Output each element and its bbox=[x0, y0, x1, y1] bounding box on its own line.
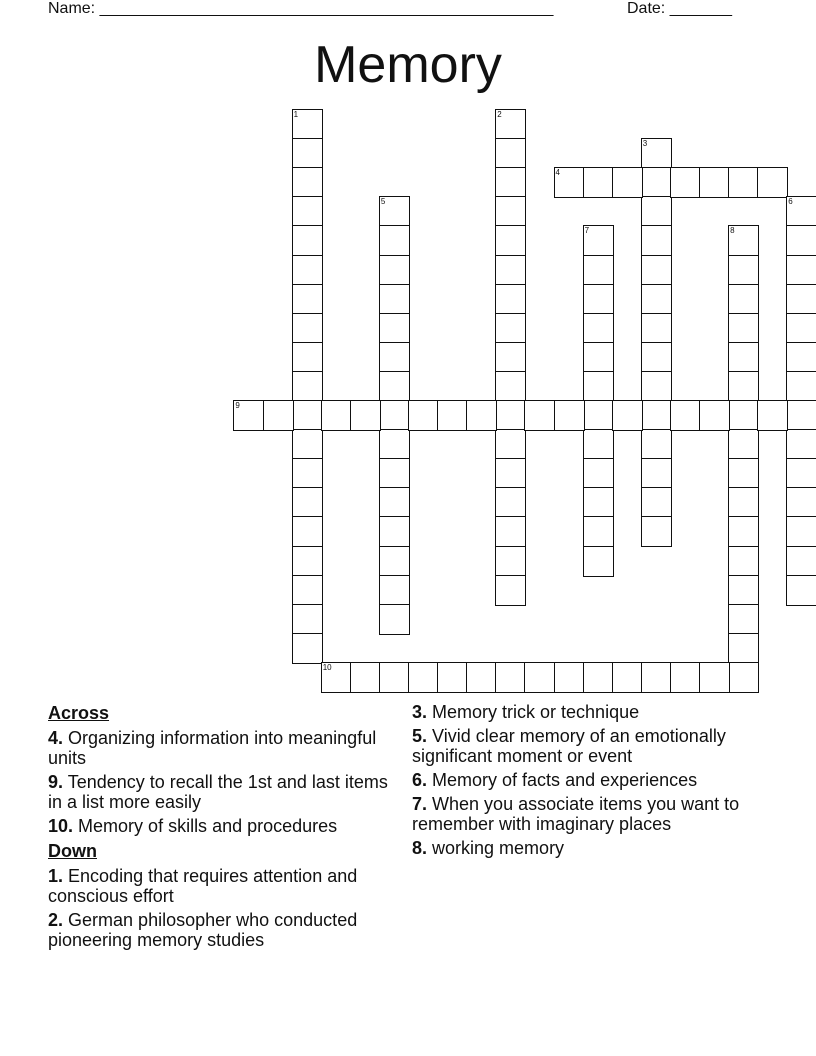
crossword-cell[interactable] bbox=[292, 516, 323, 547]
crossword-cell[interactable] bbox=[379, 429, 410, 460]
crossword-cell[interactable] bbox=[728, 371, 759, 402]
crossword-cell[interactable] bbox=[495, 255, 526, 286]
crossword-cell[interactable] bbox=[583, 458, 614, 489]
crossword-cell[interactable] bbox=[379, 575, 410, 606]
crossword-cell[interactable] bbox=[641, 255, 672, 286]
crossword-cell[interactable] bbox=[728, 342, 759, 373]
clue-down-2 bbox=[48, 910, 403, 950]
crossword-cell[interactable] bbox=[292, 400, 323, 431]
crossword-cell[interactable] bbox=[495, 138, 526, 169]
crossword-cell[interactable] bbox=[641, 458, 672, 489]
crossword-cell[interactable] bbox=[292, 313, 323, 344]
clue-number: 8. bbox=[412, 838, 428, 858]
clue-number-label: 2 bbox=[497, 110, 502, 119]
crossword-cell[interactable] bbox=[728, 313, 759, 344]
crossword-cell[interactable] bbox=[641, 662, 672, 693]
crossword-cell[interactable] bbox=[292, 284, 323, 315]
crossword-cell[interactable] bbox=[786, 546, 816, 577]
crossword-cell[interactable] bbox=[786, 255, 816, 286]
crossword-cell[interactable] bbox=[408, 662, 439, 693]
crossword-cell[interactable] bbox=[612, 662, 643, 693]
crossword-cell[interactable] bbox=[699, 662, 730, 693]
crossword-cell[interactable] bbox=[612, 400, 643, 431]
crossword-cell[interactable] bbox=[699, 400, 730, 431]
crossword-cell[interactable] bbox=[263, 400, 294, 431]
page-title: Memory bbox=[314, 36, 502, 94]
clue-down-3 bbox=[412, 702, 772, 722]
crossword-cell[interactable] bbox=[670, 400, 701, 431]
crossword-cell[interactable] bbox=[379, 342, 410, 373]
clue-down-5 bbox=[412, 726, 772, 766]
clue-across-4 bbox=[48, 728, 403, 768]
clue-number-label: 10 bbox=[322, 662, 332, 672]
crossword-cell[interactable] bbox=[379, 487, 410, 518]
crossword-cell[interactable] bbox=[583, 167, 614, 198]
crossword-cell[interactable] bbox=[641, 342, 672, 373]
crossword-cell[interactable] bbox=[728, 458, 759, 489]
crossword-cell[interactable] bbox=[728, 284, 759, 315]
clue-text: German philosopher who conducted pioneering memory studies bbox=[48, 910, 358, 950]
clue-down-1 bbox=[48, 866, 403, 906]
clue-number: 9. bbox=[48, 772, 64, 792]
clue-number-label: 6 bbox=[788, 197, 793, 207]
crossword-cell[interactable] bbox=[554, 400, 585, 431]
crossword-cell[interactable] bbox=[495, 342, 526, 373]
crossword-cell[interactable] bbox=[495, 371, 526, 402]
clue-number: 4. bbox=[48, 728, 64, 748]
crossword-cell[interactable] bbox=[728, 429, 759, 460]
clue-number: 7. bbox=[412, 794, 428, 814]
crossword-cell[interactable] bbox=[641, 371, 672, 402]
crossword-cell[interactable] bbox=[641, 313, 672, 344]
clue-number-label: 7 bbox=[584, 226, 590, 236]
crossword-cell[interactable] bbox=[379, 516, 410, 547]
crossword-cell[interactable] bbox=[728, 633, 759, 664]
clue-text: Memory of skills and procedures bbox=[78, 816, 338, 836]
clue-number-label: 3 bbox=[642, 139, 648, 149]
clue-number: 2. bbox=[48, 910, 64, 930]
crossword-cell[interactable] bbox=[583, 516, 614, 547]
crossword-cell[interactable] bbox=[728, 604, 759, 635]
crossword-cell[interactable] bbox=[786, 516, 816, 547]
crossword-cell[interactable] bbox=[495, 575, 526, 606]
crossword-cell[interactable] bbox=[641, 516, 672, 547]
crossword-cell[interactable] bbox=[786, 575, 816, 606]
crossword-cell[interactable] bbox=[292, 546, 323, 577]
crossword-cell[interactable] bbox=[495, 167, 526, 198]
crossword-cell[interactable] bbox=[728, 546, 759, 577]
clue-number-label: 9 bbox=[235, 401, 240, 410]
crossword-cell[interactable] bbox=[495, 487, 526, 518]
clue-text: working memory bbox=[432, 838, 565, 858]
crossword-cell[interactable] bbox=[670, 167, 701, 198]
crossword-cell[interactable] bbox=[495, 458, 526, 489]
crossword-cell[interactable] bbox=[786, 487, 816, 518]
crossword-cell[interactable] bbox=[786, 342, 816, 373]
crossword-cell[interactable] bbox=[292, 255, 323, 286]
clue-across-10 bbox=[48, 816, 403, 836]
clue-number: 3. bbox=[412, 702, 428, 722]
crossword-cell[interactable] bbox=[292, 225, 323, 256]
crossword-cell[interactable] bbox=[786, 429, 816, 460]
crossword-cell[interactable] bbox=[641, 429, 672, 460]
crossword-cell[interactable] bbox=[583, 342, 614, 373]
clue-number: 6. bbox=[412, 770, 428, 790]
crossword-cell[interactable] bbox=[728, 400, 759, 431]
name-field-label: Name: ___________________________________________________ bbox=[48, 0, 554, 17]
crossword-cell[interactable] bbox=[292, 196, 323, 227]
crossword-cell[interactable] bbox=[786, 284, 816, 315]
crossword-cell[interactable] bbox=[670, 662, 701, 693]
clue-number-label: 8 bbox=[730, 226, 735, 236]
crossword-cell[interactable] bbox=[379, 662, 410, 693]
clue-text: Vivid clear memory of an emotionally significant moment or event bbox=[412, 726, 726, 766]
crossword-cell[interactable] bbox=[641, 225, 672, 256]
crossword-cell[interactable] bbox=[786, 458, 816, 489]
clue-text: Tendency to recall the 1st and last items in a list more easily bbox=[48, 772, 388, 812]
clue-number-label: 5 bbox=[380, 197, 386, 207]
crossword-cell[interactable] bbox=[786, 371, 816, 402]
clue-text: When you associate items you want to remember with imaginary places bbox=[412, 794, 740, 834]
crossword-cell[interactable] bbox=[524, 662, 555, 693]
crossword-cell[interactable] bbox=[495, 662, 526, 693]
crossword-cell[interactable] bbox=[379, 313, 410, 344]
crossword-cell[interactable] bbox=[379, 604, 410, 635]
crossword-cell[interactable] bbox=[437, 400, 468, 431]
crossword-cell[interactable] bbox=[379, 284, 410, 315]
clues-column-left bbox=[48, 702, 403, 954]
crossword-cell[interactable] bbox=[292, 342, 323, 373]
clue-text: Organizing information into meaningful units bbox=[48, 728, 377, 768]
crossword-cell[interactable] bbox=[583, 546, 614, 577]
crossword-cell[interactable] bbox=[292, 138, 323, 169]
crossword-cell[interactable] bbox=[379, 400, 410, 431]
crossword-cell[interactable] bbox=[786, 225, 816, 256]
down-heading: Down bbox=[48, 841, 97, 861]
crossword-cell[interactable] bbox=[466, 400, 497, 431]
crossword-cell[interactable] bbox=[292, 575, 323, 606]
clue-number: 5. bbox=[412, 726, 428, 746]
clue-down-7 bbox=[412, 794, 772, 834]
crossword-cell[interactable] bbox=[495, 284, 526, 315]
clue-text: Encoding that requires attention and conscious effort bbox=[48, 866, 358, 906]
crossword-cell[interactable] bbox=[583, 487, 614, 518]
clue-text: Memory of facts and experiences bbox=[432, 770, 698, 790]
crossword-cell[interactable] bbox=[292, 167, 323, 198]
date-field-label: Date: _______ bbox=[627, 0, 732, 17]
crossword-cell[interactable] bbox=[495, 400, 526, 431]
crossword-cell[interactable] bbox=[757, 167, 788, 198]
crossword-cell[interactable] bbox=[292, 604, 323, 635]
crossword-cell[interactable] bbox=[379, 255, 410, 286]
crossword-cell[interactable] bbox=[379, 458, 410, 489]
crossword-cell[interactable] bbox=[379, 225, 410, 256]
crossword-cell[interactable] bbox=[495, 313, 526, 344]
crossword-cell[interactable] bbox=[495, 546, 526, 577]
crossword-cell[interactable] bbox=[495, 196, 526, 227]
crossword-cell[interactable] bbox=[495, 225, 526, 256]
crossword-cell[interactable] bbox=[292, 371, 323, 402]
crossword-cell[interactable] bbox=[641, 196, 672, 227]
crossword-cell[interactable] bbox=[437, 662, 468, 693]
crossword-cell[interactable] bbox=[757, 400, 788, 431]
crossword-cell[interactable] bbox=[583, 284, 614, 315]
across-heading: Across bbox=[48, 703, 110, 723]
clue-number: 1. bbox=[48, 866, 64, 886]
crossword-cell[interactable] bbox=[612, 167, 643, 198]
crossword-cell[interactable] bbox=[495, 429, 526, 460]
crossword-cell[interactable] bbox=[292, 429, 323, 460]
crossword-cell[interactable] bbox=[641, 400, 672, 431]
crossword-cell[interactable] bbox=[466, 662, 497, 693]
crossword-cell[interactable] bbox=[495, 516, 526, 547]
clues-column-right bbox=[412, 702, 772, 862]
clue-text: Memory trick or technique bbox=[432, 702, 640, 722]
clue-number: 10. bbox=[48, 816, 74, 836]
clue-number-label: 1 bbox=[293, 110, 299, 119]
crossword-cell[interactable] bbox=[728, 662, 759, 693]
crossword-cell[interactable] bbox=[350, 400, 381, 431]
crossword-cell[interactable] bbox=[641, 284, 672, 315]
crossword-cell[interactable] bbox=[786, 400, 816, 431]
clue-number-label: 4 bbox=[555, 168, 560, 178]
crossword-cell[interactable] bbox=[786, 313, 816, 344]
crossword-cell[interactable] bbox=[728, 575, 759, 606]
crossword-cell[interactable] bbox=[583, 662, 614, 693]
crossword-cell[interactable] bbox=[292, 487, 323, 518]
crossword-cell[interactable] bbox=[321, 400, 352, 431]
crossword-cell[interactable] bbox=[583, 400, 614, 431]
crossword-cell[interactable] bbox=[554, 662, 585, 693]
crossword-cell[interactable] bbox=[292, 633, 323, 664]
clue-down-6 bbox=[412, 770, 772, 790]
crossword-cell[interactable] bbox=[641, 487, 672, 518]
crossword-cell[interactable] bbox=[379, 371, 410, 402]
crossword-cell[interactable] bbox=[379, 546, 410, 577]
crossword-cell[interactable] bbox=[728, 487, 759, 518]
crossword-cell[interactable] bbox=[524, 400, 555, 431]
crossword-cell[interactable] bbox=[641, 167, 672, 198]
crossword-cell[interactable] bbox=[583, 371, 614, 402]
crossword-cell[interactable] bbox=[350, 662, 381, 693]
crossword-cell[interactable] bbox=[728, 516, 759, 547]
clue-down-8 bbox=[412, 838, 772, 858]
crossword-cell[interactable] bbox=[408, 400, 439, 431]
crossword-cell[interactable] bbox=[583, 429, 614, 460]
crossword-cell[interactable] bbox=[292, 458, 323, 489]
clue-across-9 bbox=[48, 772, 403, 812]
crossword-cell[interactable] bbox=[583, 313, 614, 344]
crossword-cell[interactable] bbox=[728, 167, 759, 198]
crossword-cell[interactable] bbox=[583, 255, 614, 286]
crossword-cell[interactable] bbox=[699, 167, 730, 198]
crossword-cell[interactable] bbox=[728, 255, 759, 286]
